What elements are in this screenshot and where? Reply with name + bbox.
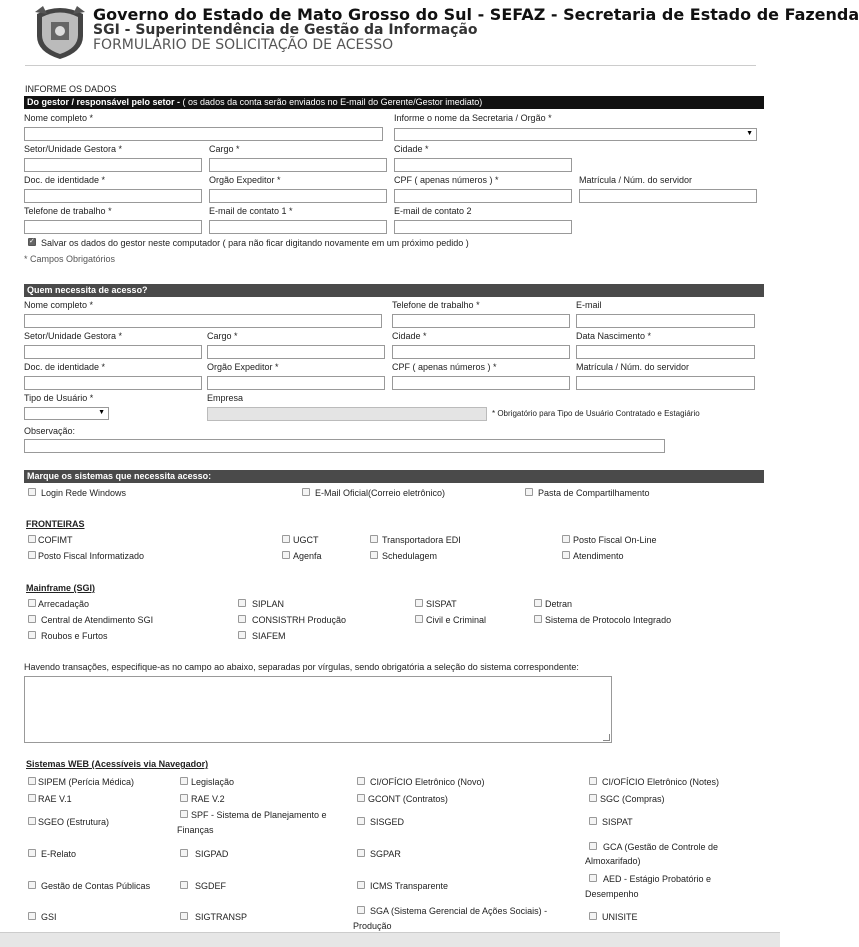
sgc-checkbox[interactable]: [589, 794, 597, 802]
sigpad-label: SIGPAD: [195, 849, 229, 859]
spf-checkbox[interactable]: [180, 810, 188, 818]
gestor-doc-input[interactable]: [24, 189, 202, 203]
rae-v2-checkbox[interactable]: [180, 794, 188, 802]
header-divider: [25, 65, 756, 66]
civil-criminal-checkbox[interactable]: [415, 615, 423, 623]
gestor-orgao-label: Orgão Expeditor *: [209, 175, 281, 185]
siplan-checkbox[interactable]: [238, 599, 246, 607]
usuario-cidade-label: Cidade *: [392, 331, 427, 341]
protocolo-integrado-label: Sistema de Protocolo Integrado: [545, 615, 672, 625]
usuario-nome-label: Nome completo *: [24, 300, 94, 310]
mainframe-heading: Mainframe (SGI): [26, 583, 96, 593]
gestor-email2-input[interactable]: [394, 220, 572, 234]
ci-oficio-novo-checkbox[interactable]: [357, 777, 365, 785]
sispat-web-label: SISPAT: [602, 817, 633, 827]
page-title: Governo do Estado de Mato Grosso do Sul - SEFAZ - Secretaria de Estado de Fazenda: [93, 5, 859, 24]
horizontal-scrollbar[interactable]: [0, 932, 780, 947]
usuario-cidade-input[interactable]: [392, 345, 570, 359]
unisite-label: UNISITE: [602, 912, 638, 922]
roubos-furtos-label: Roubos e Furtos: [41, 631, 108, 641]
legislacao-checkbox[interactable]: [180, 777, 188, 785]
legislacao-label: Legislação: [191, 777, 235, 787]
fronteiras-heading: FRONTEIRAS: [26, 519, 85, 529]
usuario-matricula-input[interactable]: [576, 376, 755, 390]
gca-checkbox[interactable]: [589, 842, 597, 850]
posto-fiscal-informatizado-checkbox[interactable]: [28, 551, 36, 559]
usuario-nome-input[interactable]: [24, 314, 382, 328]
siafem-checkbox[interactable]: [238, 631, 246, 639]
sgc-label: SGC (Compras): [600, 794, 665, 804]
chevron-down-icon: ▼: [98, 409, 105, 416]
gestor-matricula-label: Matrícula / Núm. do servidor: [579, 175, 693, 185]
e-relato-checkbox[interactable]: [28, 849, 36, 857]
gsi-label: GSI: [41, 912, 57, 922]
arrecadacao-checkbox[interactable]: [28, 599, 36, 607]
rae-v1-label: RAE V.1: [38, 794, 72, 804]
gestor-cpf-label: CPF ( apenas números ) *: [394, 175, 499, 185]
gestor-bar-note: ( os dados da conta serão enviados no E-mail do Gerente/Gestor imediato): [180, 97, 483, 107]
atendimento-label: Atendimento: [573, 551, 624, 561]
sigpad-checkbox[interactable]: [180, 849, 188, 857]
usuario-section-bar: Quem necessita de acesso?: [24, 284, 764, 297]
sispat-web-checkbox[interactable]: [589, 817, 597, 825]
usuario-doc-input[interactable]: [24, 376, 202, 390]
cofimt-label: COFIMT: [38, 535, 73, 545]
agenfa-label: Agenfa: [293, 551, 322, 561]
cofimt-checkbox[interactable]: [28, 535, 36, 543]
ci-oficio-notes-label: CI/OFÍCIO Eletrônico (Notes): [602, 777, 720, 787]
campos-obrigatorios-note: * Campos Obrigatórios: [24, 254, 116, 264]
ci-oficio-notes-checkbox[interactable]: [589, 777, 597, 785]
gestor-doc-label: Doc. de identidade *: [24, 175, 106, 185]
pasta-compartilhamento-checkbox[interactable]: [525, 488, 533, 496]
gestor-cargo-label: Cargo *: [209, 144, 240, 154]
sga-label-2: Produção: [353, 921, 392, 931]
siplan-label: SIPLAN: [252, 599, 285, 609]
sispat-label: SISPAT: [426, 599, 457, 609]
sipem-label: SIPEM (Perícia Médica): [38, 777, 135, 787]
usuario-empresa-label: Empresa: [207, 393, 244, 403]
observacao-label: Observação:: [24, 426, 76, 436]
usuario-orgao-input[interactable]: [207, 376, 385, 390]
roubos-furtos-checkbox[interactable]: [28, 631, 36, 639]
usuario-setor-input[interactable]: [24, 345, 202, 359]
email-oficial-label: E-Mail Oficial(Correio eletrônico): [315, 488, 446, 498]
icms-transparente-checkbox[interactable]: [357, 881, 365, 889]
sgeo-checkbox[interactable]: [28, 817, 36, 825]
aed-label-2: Desempenho: [585, 889, 639, 899]
gestor-secretaria-label: Informe o nome da Secretaria / Orgão *: [394, 113, 552, 123]
salvar-dados-checkbox[interactable]: [28, 238, 36, 246]
siafem-label: SIAFEM: [252, 631, 286, 641]
sgpar-checkbox[interactable]: [357, 849, 365, 857]
usuario-telefone-input[interactable]: [392, 314, 570, 328]
observacao-input[interactable]: [24, 439, 665, 453]
page-subtitle: SGI - Superintendência de Gestão da Informação: [93, 22, 478, 38]
empresa-note: * Obrigatório para Tipo de Usuário Contratado e Estagiário: [492, 409, 700, 418]
consistrh-checkbox[interactable]: [238, 615, 246, 623]
aed-label: AED - Estágio Probatório e: [603, 874, 712, 884]
usuario-nascimento-input[interactable]: [576, 345, 755, 359]
usuario-doc-label: Doc. de identidade *: [24, 362, 106, 372]
protocolo-integrado-checkbox[interactable]: [534, 615, 542, 623]
arrecadacao-label: Arrecadação: [38, 599, 90, 609]
rae-v2-label: RAE V.2: [191, 794, 225, 804]
central-atendimento-label: Central de Atendimento SGI: [41, 615, 154, 625]
usuario-email-label: E-mail: [576, 300, 602, 310]
gestor-setor-label: Setor/Unidade Gestora *: [24, 144, 123, 154]
ci-oficio-novo-label: CI/OFÍCIO Eletrônico (Novo): [370, 777, 485, 787]
gcont-label: GCONT (Contratos): [368, 794, 448, 804]
usuario-nascimento-label: Data Nascimento *: [576, 331, 652, 341]
sgdef-checkbox[interactable]: [180, 881, 188, 889]
aed-checkbox[interactable]: [589, 874, 597, 882]
posto-fiscal-online-label: Posto Fiscal On-Line: [573, 535, 657, 545]
gcont-checkbox[interactable]: [357, 794, 365, 802]
gestor-orgao-input[interactable]: [209, 189, 387, 203]
state-coat-of-arms-logo: [33, 4, 87, 60]
unisite-checkbox[interactable]: [589, 912, 597, 920]
chevron-down-icon: ▼: [746, 130, 753, 137]
login-rede-label: Login Rede Windows: [41, 488, 127, 498]
posto-fiscal-informatizado-label: Posto Fiscal Informatizado: [38, 551, 145, 561]
detran-checkbox[interactable]: [534, 599, 542, 607]
spf-label: SPF - Sistema de Planejamento e: [191, 810, 327, 820]
transacoes-textarea[interactable]: [24, 676, 612, 743]
sgdef-label: SGDEF: [195, 881, 227, 891]
salvar-dados-label: Salvar os dados do gestor neste computador ( para não ficar digitando novamente em um próximo pedido ): [41, 238, 469, 248]
spf-label-2: Finanças: [177, 825, 214, 835]
gca-label-2: Almoxarifado): [585, 856, 641, 866]
agenfa-checkbox[interactable]: [282, 551, 290, 559]
usuario-setor-label: Setor/Unidade Gestora *: [24, 331, 123, 341]
gestor-cidade-input[interactable]: [394, 158, 572, 172]
gestor-email1-label: E-mail de contato 1 *: [209, 206, 293, 216]
sispat-checkbox[interactable]: [415, 599, 423, 607]
usuario-matricula-label: Matrícula / Núm. do servidor: [576, 362, 690, 372]
transportadora-edi-checkbox[interactable]: [370, 535, 378, 543]
sisged-label: SISGED: [370, 817, 405, 827]
usuario-tipo-select[interactable]: [24, 407, 109, 420]
gestor-bar-title: Do gestor / responsável pelo setor -: [27, 97, 181, 107]
atendimento-checkbox[interactable]: [562, 551, 570, 559]
sgeo-label: SGEO (Estrutura): [38, 817, 110, 827]
e-relato-label: E-Relato: [41, 849, 77, 859]
sistemas-section-bar: Marque os sistemas que necessita acesso:: [24, 470, 764, 483]
civil-criminal-label: Civil e Criminal: [426, 615, 487, 625]
schedulagem-checkbox[interactable]: [370, 551, 378, 559]
usuario-cargo-input[interactable]: [207, 345, 385, 359]
usuario-cpf-input[interactable]: [392, 376, 570, 390]
usuario-email-input[interactable]: [576, 314, 755, 328]
email-oficial-checkbox[interactable]: [302, 488, 310, 496]
gestor-email2-label: E-mail de contato 2: [394, 206, 472, 216]
gestor-secretaria-select[interactable]: [394, 128, 757, 141]
gestor-nome-label: Nome completo *: [24, 113, 94, 123]
transacoes-instruction: Havendo transações, especifique-as no campo ao abaixo, separadas por vírgulas, sendo obrigatória a seleção do sistema correspondente:: [24, 662, 579, 672]
gca-label: GCA (Gestão de Controle de: [603, 842, 719, 852]
usuario-tipo-label: Tipo de Usuário *: [24, 393, 94, 403]
usuario-empresa-input[interactable]: [207, 407, 487, 421]
pasta-compartilhamento-label: Pasta de Compartilhamento: [538, 488, 650, 498]
usuario-cpf-label: CPF ( apenas números ) *: [392, 362, 497, 372]
resize-grip-icon[interactable]: [603, 734, 610, 741]
gestor-telefone-label: Telefone de trabalho *: [24, 206, 112, 216]
gestor-telefone-input[interactable]: [24, 220, 202, 234]
rae-v1-checkbox[interactable]: [28, 794, 36, 802]
gestor-email1-input[interactable]: [209, 220, 387, 234]
consistrh-label: CONSISTRH Produção: [252, 615, 347, 625]
icms-transparente-label: ICMS Transparente: [370, 881, 449, 891]
login-rede-checkbox[interactable]: [28, 488, 36, 496]
gestao-contas-checkbox[interactable]: [28, 881, 36, 889]
ugct-checkbox[interactable]: [282, 535, 290, 543]
gestor-setor-input[interactable]: [24, 158, 202, 172]
usuario-orgao-label: Orgão Expeditor *: [207, 362, 279, 372]
gestor-cargo-input[interactable]: [209, 158, 387, 172]
sgpar-label: SGPAR: [370, 849, 401, 859]
gestao-contas-label: Gestão de Contas Públicas: [41, 881, 151, 891]
sipem-checkbox[interactable]: [28, 777, 36, 785]
sigtransp-checkbox[interactable]: [180, 912, 188, 920]
sga-label: SGA (Sistema Gerencial de Ações Sociais) -: [370, 906, 548, 916]
central-atendimento-checkbox[interactable]: [28, 615, 36, 623]
schedulagem-label: Schedulagem: [382, 551, 438, 561]
detran-label: Detran: [545, 599, 573, 609]
posto-fiscal-online-checkbox[interactable]: [562, 535, 570, 543]
gestor-nome-input[interactable]: [24, 127, 383, 141]
gestor-section-bar: [24, 96, 764, 109]
form-title: FORMULÁRIO DE SOLICITAÇÃO DE ACESSO: [93, 37, 394, 53]
sisged-checkbox[interactable]: [357, 817, 365, 825]
gestor-matricula-input[interactable]: [579, 189, 757, 203]
usuario-telefone-label: Telefone de trabalho *: [392, 300, 480, 310]
sigtransp-label: SIGTRANSP: [195, 912, 248, 922]
gestor-cpf-input[interactable]: [394, 189, 572, 203]
informe-label: INFORME OS DADOS: [25, 84, 117, 94]
ugct-label: UGCT: [293, 535, 319, 545]
gestor-cidade-label: Cidade *: [394, 144, 429, 154]
usuario-cargo-label: Cargo *: [207, 331, 238, 341]
transportadora-edi-label: Transportadora EDI: [382, 535, 461, 545]
sga-checkbox[interactable]: [357, 906, 365, 914]
gsi-checkbox[interactable]: [28, 912, 36, 920]
web-heading: Sistemas WEB (Acessíveis via Navegador): [26, 759, 209, 769]
